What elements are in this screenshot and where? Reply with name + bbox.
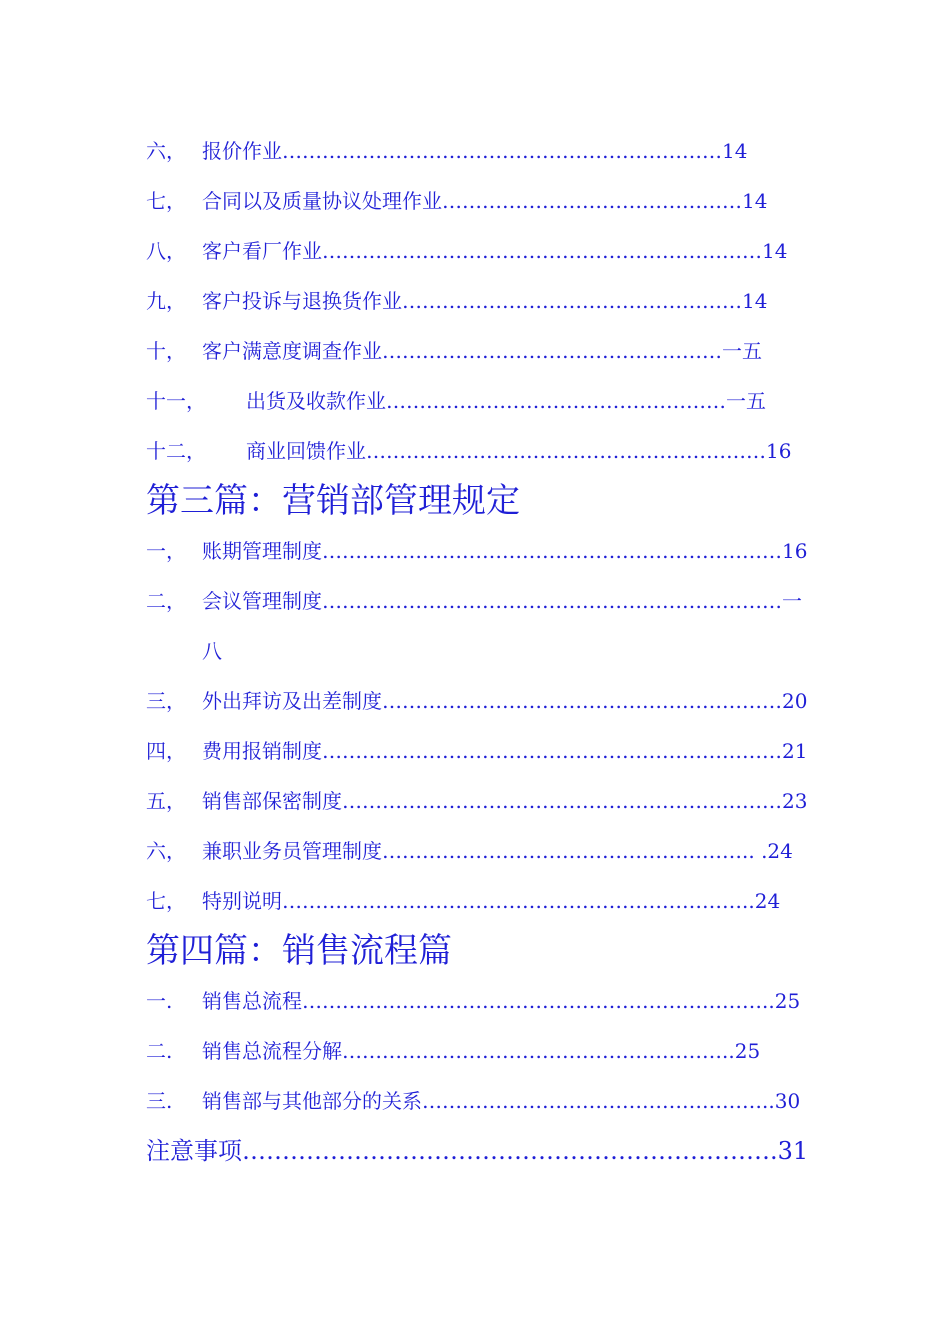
entry-number: 八， — [146, 239, 186, 263]
toc-entry — [146, 876, 826, 926]
leader-dots: …………………………………………… — [422, 1089, 762, 1113]
toc-entry — [146, 426, 826, 476]
page-number: 14 — [742, 189, 768, 213]
table-of-contents — [146, 126, 826, 1176]
page-number: 16 — [766, 439, 792, 463]
page-number: .. .24 — [742, 839, 793, 863]
entry-number: 三， — [146, 689, 186, 713]
entry-title: 出货及收款作业 — [246, 389, 386, 413]
entry-number: 二. — [146, 1039, 173, 1063]
page-number: ..30 — [762, 1089, 801, 1113]
section-heading: 第三篇：营销部管理规定 — [146, 481, 520, 521]
toc-entry — [146, 176, 826, 226]
entry-number: 十二， — [146, 439, 206, 463]
leader-dots: …………………………………………………………… — [322, 589, 782, 613]
leader-dots: …………………………………………………………… — [322, 739, 782, 763]
toc-entry — [146, 976, 826, 1026]
page-number: 23 — [782, 789, 808, 813]
toc-final-entry — [146, 1126, 826, 1176]
entry-number: 一， — [146, 539, 186, 563]
entry-title: 注意事项 — [146, 1137, 242, 1165]
page-number: ..24 — [742, 889, 781, 913]
leader-dots: …………………………………………………… — [366, 439, 766, 463]
entry-title: 兼职业务员管理制度 — [202, 839, 382, 863]
page-number: 一 — [782, 589, 802, 613]
toc-entry — [146, 776, 826, 826]
entry-number: 七， — [146, 189, 186, 213]
leader-dots: ………………………………………………… — [342, 1039, 722, 1063]
entry-title: 销售总流程分解 — [202, 1039, 342, 1063]
leader-dots: ………………………………………………………… — [282, 139, 722, 163]
toc-entry — [146, 826, 826, 876]
toc-entry — [146, 326, 826, 376]
entry-number: 五， — [146, 789, 186, 813]
toc-entry — [146, 576, 826, 626]
page-number-continuation: 八 — [202, 639, 222, 663]
entry-number: 六， — [146, 839, 186, 863]
page-number: ..25 — [722, 1039, 761, 1063]
page-number: ..25 — [762, 989, 801, 1013]
page-number: 21 — [782, 739, 808, 763]
leader-dots: ………………………………………………………… — [342, 789, 782, 813]
leader-dots: …………………………………………………………… — [322, 539, 782, 563]
section-heading: 第四篇：销售流程篇 — [146, 931, 452, 971]
toc-entry — [146, 126, 826, 176]
entry-title: 费用报销制度 — [202, 739, 322, 763]
entry-number: 十， — [146, 339, 186, 363]
entry-number: 一. — [146, 989, 173, 1013]
page-number: 14 — [722, 139, 748, 163]
leader-dots: …………………………………………………… — [382, 689, 782, 713]
leader-dots: …………………………………………………………… — [282, 889, 742, 913]
leader-dots: …………………………………………… — [402, 289, 742, 313]
entry-title: 报价作业 — [202, 139, 282, 163]
entry-title: 客户看厂作业 — [202, 239, 322, 263]
leader-dots: ………………………………………………………… — [322, 239, 762, 263]
toc-entry — [146, 526, 826, 576]
toc-entry-continuation — [146, 626, 826, 676]
entry-title: 外出拜访及出差制度 — [202, 689, 382, 713]
entry-number: 九， — [146, 289, 186, 313]
page-number: 20 — [782, 689, 808, 713]
entry-title: 商业回馈作业 — [246, 439, 366, 463]
entry-number: 二， — [146, 589, 186, 613]
page-number: 一五 — [726, 389, 766, 413]
toc-entry — [146, 276, 826, 326]
leader-dots: …………………………………………… — [382, 339, 722, 363]
entry-title: 销售总流程 — [202, 989, 302, 1013]
entry-title: 账期管理制度 — [202, 539, 322, 563]
leader-dots: ………………………………………………………… — [242, 1137, 770, 1165]
leader-dots: ……………………………………………… — [382, 839, 742, 863]
entry-title: 销售部与其他部分的关系 — [202, 1089, 422, 1113]
page-number: 14 — [742, 289, 768, 313]
toc-entry — [146, 226, 826, 276]
entry-number: 七， — [146, 889, 186, 913]
toc-entry — [146, 676, 826, 726]
page-number: 14 — [762, 239, 788, 263]
leader-dots: …………………………………………………………… — [302, 989, 762, 1013]
leader-dots: ……………………………………… — [442, 189, 742, 213]
entry-title: 特别说明 — [202, 889, 282, 913]
entry-title: 客户满意度调查作业 — [202, 339, 382, 363]
page-number: 16 — [782, 539, 808, 563]
page-number: 一五 — [722, 339, 762, 363]
toc-entry — [146, 1076, 826, 1126]
entry-number: 十一， — [146, 389, 206, 413]
entry-number: 四， — [146, 739, 186, 763]
leader-dots: …………………………………………… — [386, 389, 726, 413]
entry-title: 合同以及质量协议处理作业 — [202, 189, 442, 213]
toc-entry — [146, 726, 826, 776]
entry-title: 销售部保密制度 — [202, 789, 342, 813]
toc-entry — [146, 376, 826, 426]
page-number: .31 — [770, 1137, 809, 1165]
toc-entry — [146, 1026, 826, 1076]
entry-title: 客户投诉与退换货作业 — [202, 289, 402, 313]
entry-number: 三. — [146, 1089, 173, 1113]
entry-title: 会议管理制度 — [202, 589, 322, 613]
entry-number: 六， — [146, 139, 186, 163]
